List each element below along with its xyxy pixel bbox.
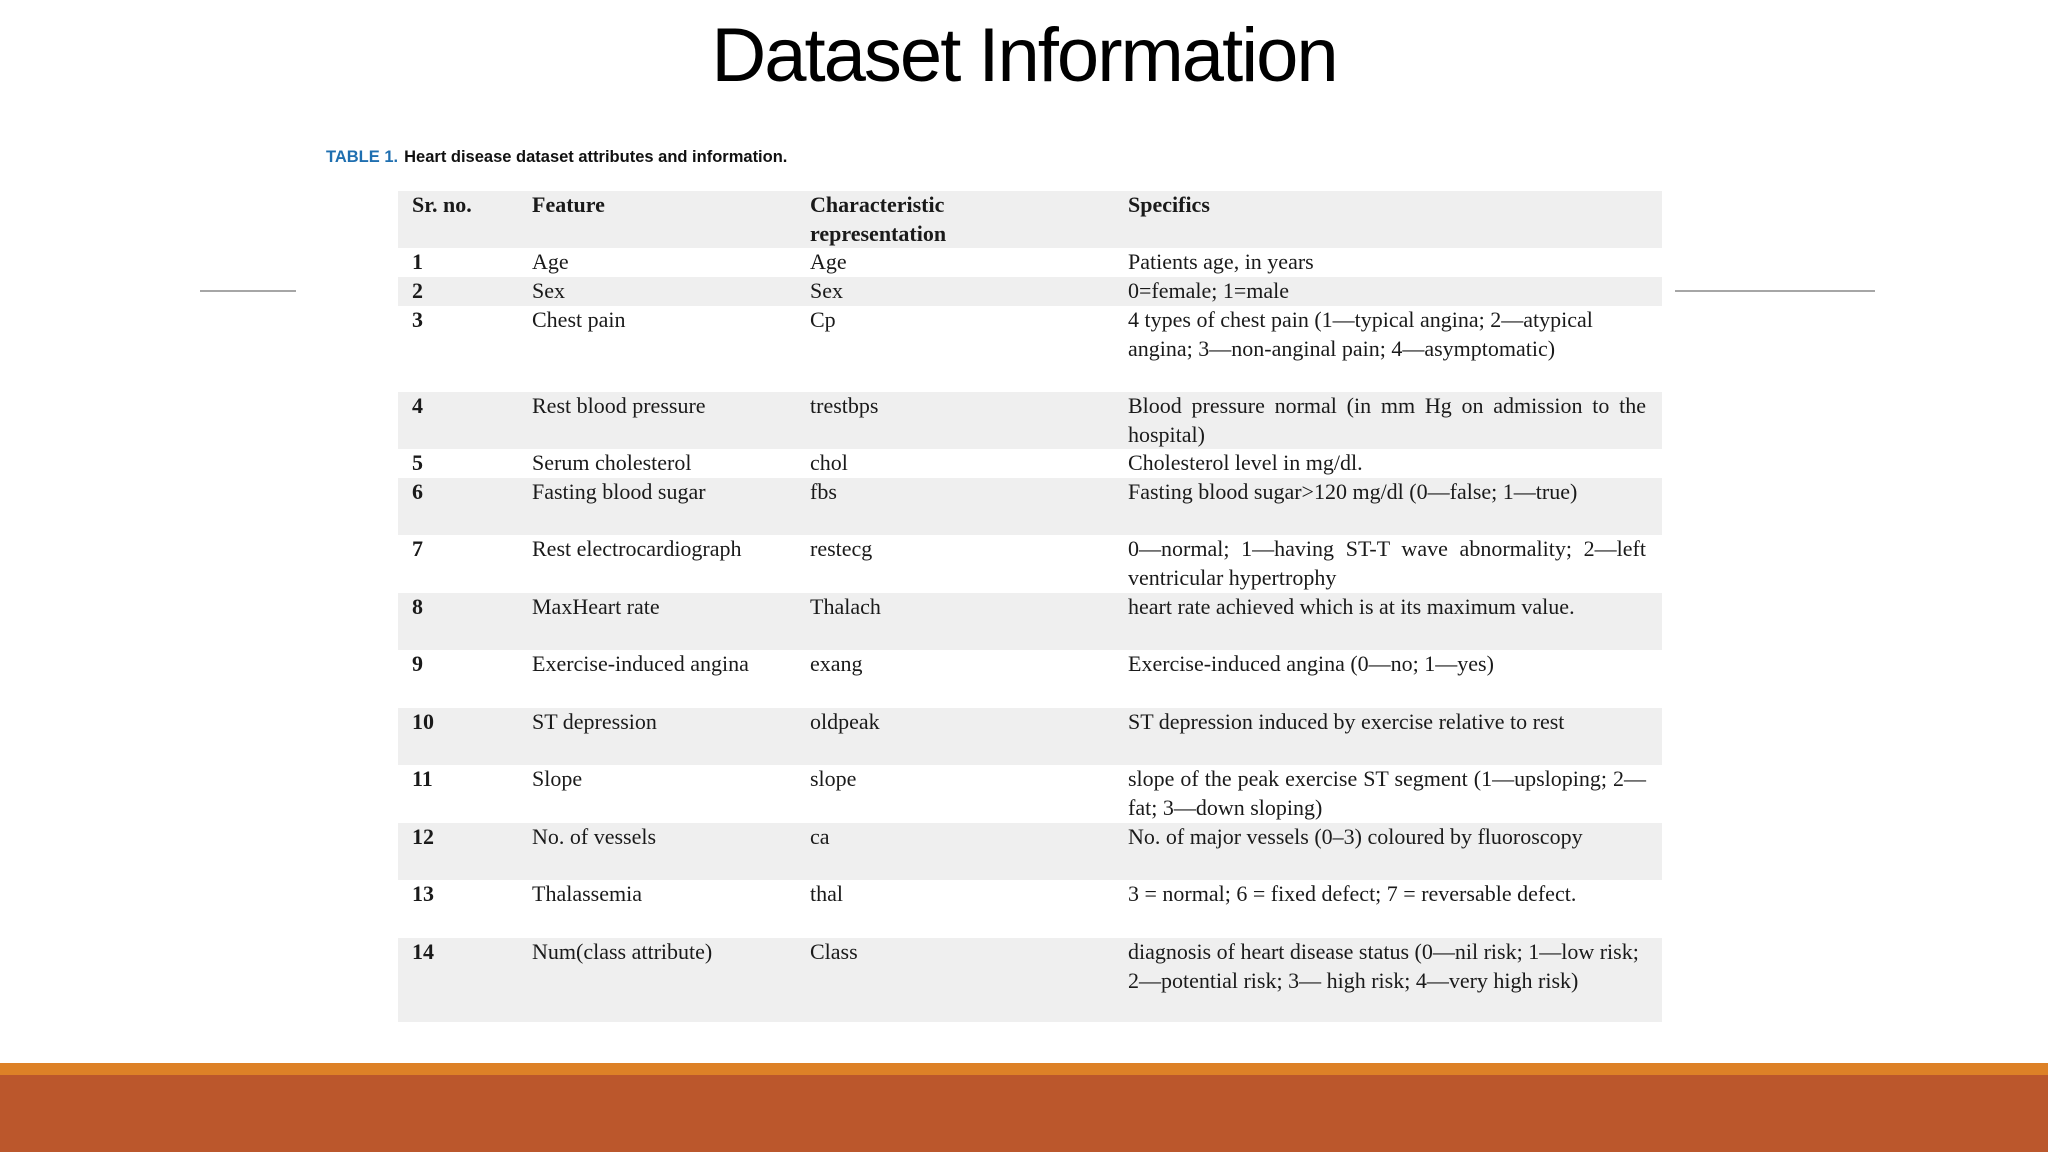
sr-no-cell: 11 — [412, 766, 433, 791]
sr-no-cell: 1 — [412, 249, 423, 274]
footer-bar — [0, 1075, 2048, 1152]
feature-cell: Thalassemia — [532, 881, 642, 906]
characteristic-cell: Class — [810, 939, 858, 964]
characteristic-cell: ca — [810, 824, 830, 849]
decorative-line-left — [200, 290, 296, 292]
table-caption-text: Heart disease dataset attributes and information. — [404, 148, 788, 166]
characteristic-cell: exang — [810, 651, 863, 676]
specifics-cell: diagnosis of heart disease status (0—nil risk; 1—low risk; 2—potential risk; 3— high risk; 4—very high risk) — [1128, 939, 1639, 993]
feature-cell: MaxHeart rate — [532, 594, 660, 619]
sr-no-cell: 8 — [412, 594, 423, 619]
feature-cell: Serum cholesterol — [532, 450, 692, 475]
sr-no-cell: 14 — [412, 939, 434, 964]
characteristic-cell: chol — [810, 450, 848, 475]
feature-cell: No. of vessels — [532, 824, 657, 849]
specifics-cell: Blood pressure normal (in mm Hg on admission to the hospital) — [1128, 393, 1646, 447]
feature-cell: Sex — [532, 278, 565, 303]
specifics-cell: No. of major vessels (0–3) coloured by fluoroscopy — [1128, 824, 1583, 849]
sr-no-cell: 4 — [412, 393, 423, 418]
feature-cell: Rest blood pressure — [532, 393, 706, 418]
sr-no-cell: 13 — [412, 881, 434, 906]
sr-no-cell: 10 — [412, 709, 434, 734]
characteristic-cell: oldpeak — [810, 709, 880, 734]
sr-no-cell: 7 — [412, 536, 423, 561]
slide-title: Dataset Information — [711, 13, 1337, 98]
characteristic-cell: Thalach — [810, 594, 881, 619]
specifics-cell: 4 types of chest pain (1—typical angina; 2—atypical angina; 3—non-anginal pain; 4—asymptomatic) — [1128, 307, 1593, 361]
feature-cell: ST depression — [532, 709, 657, 734]
footer-accent-stripe — [0, 1063, 2048, 1075]
column-header-characteristic: Characteristic representation — [810, 192, 947, 246]
specifics-cell: 0=female; 1=male — [1128, 278, 1290, 303]
specifics-cell: Patients age, in years — [1128, 249, 1314, 274]
column-header-specifics: Specifics — [1128, 192, 1210, 217]
feature-cell: Age — [532, 249, 569, 274]
sr-no-cell: 12 — [412, 824, 434, 849]
feature-cell: Num(class attribute) — [532, 939, 713, 964]
specifics-cell: Exercise-induced angina (0—no; 1—yes) — [1128, 651, 1494, 676]
characteristic-cell: Sex — [810, 278, 843, 303]
characteristic-cell: Cp — [810, 307, 836, 332]
sr-no-cell: 2 — [412, 278, 423, 303]
specifics-cell: ST depression induced by exercise relative to rest — [1128, 709, 1565, 734]
sr-no-cell: 5 — [412, 450, 423, 475]
feature-cell: Rest electrocardiograph — [532, 536, 742, 561]
column-header-sr-no: Sr. no. — [412, 192, 472, 217]
decorative-line-right — [1675, 290, 1875, 292]
characteristic-cell: thal — [810, 881, 843, 906]
characteristic-cell: slope — [810, 766, 857, 791]
column-header-feature: Feature — [532, 192, 605, 217]
feature-cell: Slope — [532, 766, 583, 791]
feature-cell: Exercise-induced angina — [532, 651, 749, 676]
specifics-cell: heart rate achieved which is at its maximum value. — [1128, 594, 1575, 619]
characteristic-cell: restecg — [810, 536, 873, 561]
feature-cell: Chest pain — [532, 307, 626, 332]
sr-no-cell: 9 — [412, 651, 423, 676]
table-caption-label: TABLE 1. — [326, 148, 399, 166]
dataset-attributes-table — [398, 191, 1664, 1022]
specifics-cell: slope of the peak exercise ST segment (1—upsloping; 2—fat; 3—down sloping) — [1128, 766, 1646, 820]
characteristic-cell: fbs — [810, 479, 837, 504]
characteristic-cell: trestbps — [810, 393, 879, 418]
characteristic-cell: Age — [810, 249, 847, 274]
specifics-cell: 3 = normal; 6 = fixed defect; 7 = reversable defect. — [1128, 881, 1577, 906]
feature-cell: Fasting blood sugar — [532, 479, 706, 504]
sr-no-cell: 3 — [412, 307, 423, 332]
specifics-cell: Fasting blood sugar>120 mg/dl (0—false; 1—true) — [1128, 479, 1578, 504]
specifics-cell: Cholesterol level in mg/dl. — [1128, 450, 1363, 475]
specifics-cell: 0—normal; 1—having ST-T wave abnormality; 2—left ventricular hypertrophy — [1128, 536, 1646, 590]
table-caption — [326, 148, 787, 167]
sr-no-cell: 6 — [412, 479, 423, 504]
